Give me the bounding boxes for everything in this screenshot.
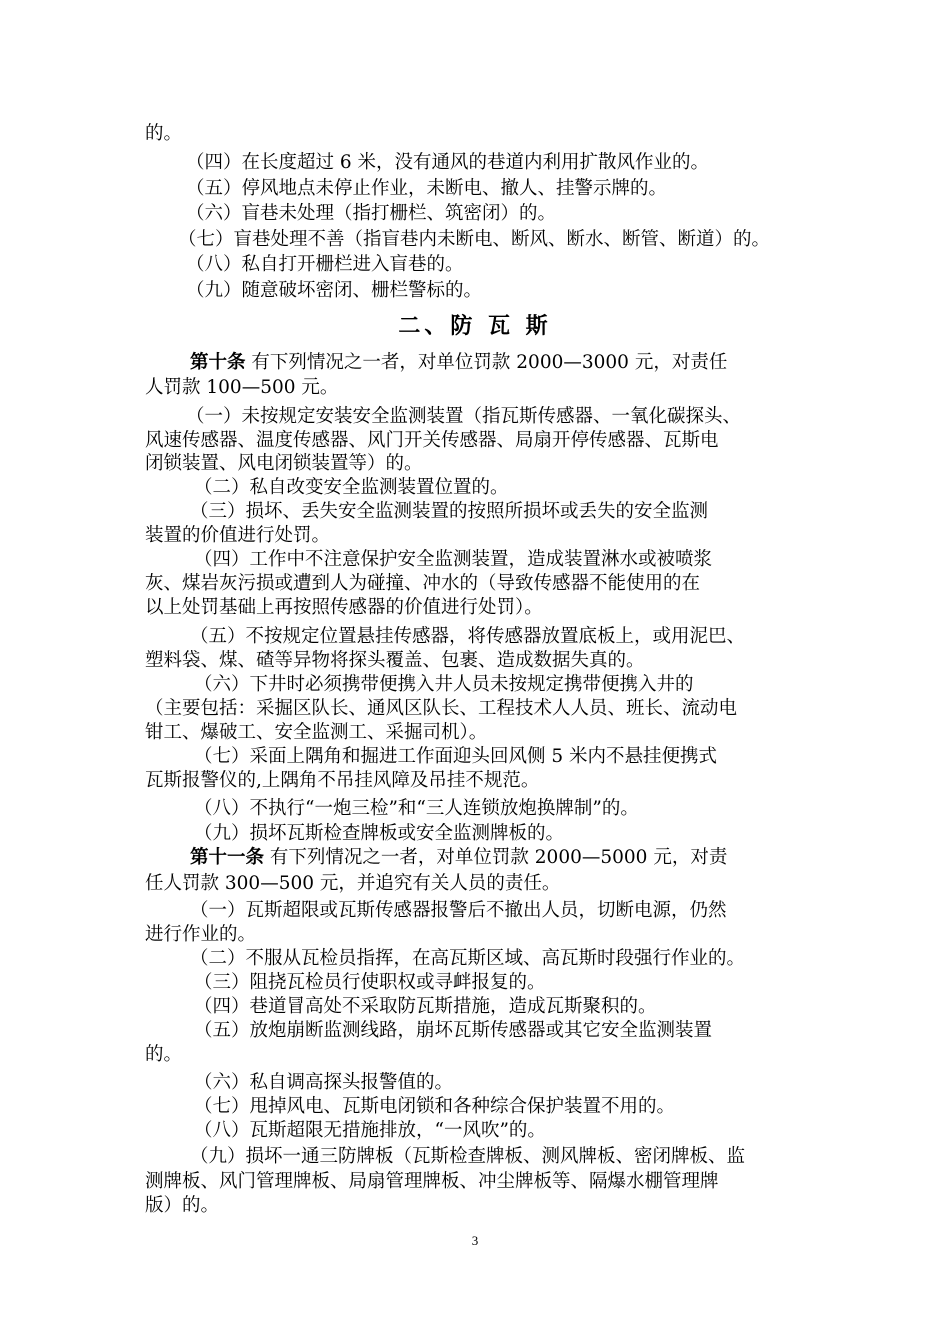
page-number: 3 — [471, 1233, 479, 1248]
article-10-label: 第十条 — [190, 352, 246, 373]
text-line: 装置的价值进行处罚。 — [145, 525, 331, 546]
text-line: （四）在长度超过 6 米，没有通风的巷道内利用扩散风作业的。 — [186, 152, 710, 173]
text-line: 人罚款 100—500 元。 — [145, 377, 339, 398]
text-line: （五）不按规定位置悬挂传感器，将传感器放置底板上，或用泥巴、 — [190, 626, 746, 647]
text-line: （九）损坏一通三防牌板（瓦斯检查牌板、测风牌板、密闭牌板、监 — [190, 1146, 746, 1167]
text-line: （五）停风地点未停止作业，未断电、撤人、挂警示牌的。 — [186, 178, 668, 199]
text-line: 任人罚款 300—500 元，并追究有关人员的责任。 — [145, 873, 561, 894]
text-line: （七）盲巷处理不善（指盲巷内未断电、断风、断水、断管、断道）的。 — [178, 229, 771, 250]
text-line: 的。 — [145, 123, 183, 144]
text-line: 进行作业的。 — [145, 924, 257, 945]
article-11-first-line — [190, 846, 727, 870]
text-line: 的。 — [145, 1044, 183, 1065]
text-line: （九）损坏瓦斯检查牌板或安全监测牌板的。 — [194, 823, 565, 844]
text-line: （六）私自调高探头报警值的。 — [194, 1072, 454, 1093]
text-line: （六）下井时必须携带便携入井人员未按规定携带便携入井的 — [194, 674, 694, 695]
text-line: （二）不服从瓦检员指挥，在高瓦斯区域、高瓦斯时段强行作业的。 — [190, 948, 746, 969]
text-line: 版）的。 — [145, 1195, 220, 1216]
text-line: （四）工作中不注意保护安全监测装置，造成装置淋水或被喷浆 — [194, 549, 713, 570]
text-line: （三）阻挠瓦检员行使职权或寻衅报复的。 — [194, 972, 546, 993]
article-10-text: 有下列情况之一者，对单位罚款 2000—3000 元，对责任 — [251, 352, 728, 373]
text-line: 钳工、爆破工、安全监测工、采掘司机）。 — [145, 722, 488, 743]
text-line: 风速传感器、温度传感器、风门开关传感器、局扇开停传感器、瓦斯电 — [145, 430, 719, 451]
text-line: （七）采面上隅角和掘进工作面迎头回风侧 5 米内不悬挂便携式 — [194, 746, 718, 767]
text-line: （三）损坏、丢失安全监测装置的按照所损坏或丢失的安全监测 — [190, 501, 709, 522]
article-10-first-line — [190, 351, 727, 375]
text-line: 闭锁装置、风电闭锁装置等）的。 — [145, 453, 423, 474]
text-line: （六）盲巷未处理（指打栅栏、筑密闭）的。 — [186, 203, 557, 224]
text-line: 测牌板、风门管理牌板、局扇管理牌板、冲尘牌板等、隔爆水棚管理牌 — [145, 1171, 719, 1192]
text-line: （主要包括：采掘区队长、通风区队长、工程技术人人员、班长、流动电 — [145, 698, 738, 719]
text-line: （五）放炮崩断监测线路，崩坏瓦斯传感器或其它安全监测装置 — [194, 1020, 713, 1041]
text-line: 以上处罚基础上再按照传感器的价值进行处罚）。 — [145, 597, 543, 618]
article-11-label: 第十一条 — [190, 847, 265, 868]
text-line: （四）巷道冒高处不采取防瓦斯措施，造成瓦斯聚积的。 — [194, 996, 657, 1017]
text-line: （一）瓦斯超限或瓦斯传感器报警后不撤出人员，切断电源，仍然 — [190, 900, 727, 921]
text-line: （八）瓦斯超限无措施排放，“一风吹”的。 — [194, 1120, 546, 1141]
text-line: （一）未按规定安装安全监测装置（指瓦斯传感器、一氧化碳探头、 — [186, 406, 742, 427]
text-line: （二）私自改变安全监测装置位置的。 — [194, 477, 509, 498]
text-line: （九）随意破坏密闭、栅栏警标的。 — [186, 280, 483, 301]
text-line: （七）甩掉风电、瓦斯电闭锁和各种综合保护装置不用的。 — [194, 1096, 676, 1117]
text-line: 灰、煤岩灰污损或遭到人为碰撞、冲水的（导致传感器不能使用的在 — [145, 573, 701, 594]
text-line: （八）私自打开栅栏进入盲巷的。 — [186, 254, 464, 275]
section-title: 二、防 瓦 斯 — [398, 314, 552, 339]
text-line: 瓦斯报警仪的,上隅角不吊挂风障及吊挂不规范。 — [145, 770, 540, 791]
text-line: （八）不执行“一炮三检”和“三人连锁放炮换牌制”的。 — [194, 798, 639, 819]
article-11-text: 有下列情况之一者，对单位罚款 2000—5000 元，对责 — [269, 847, 728, 868]
text-line: 塑料袋、煤、碴等异物将探头覆盖、包裹、造成数据失真的。 — [145, 650, 645, 671]
